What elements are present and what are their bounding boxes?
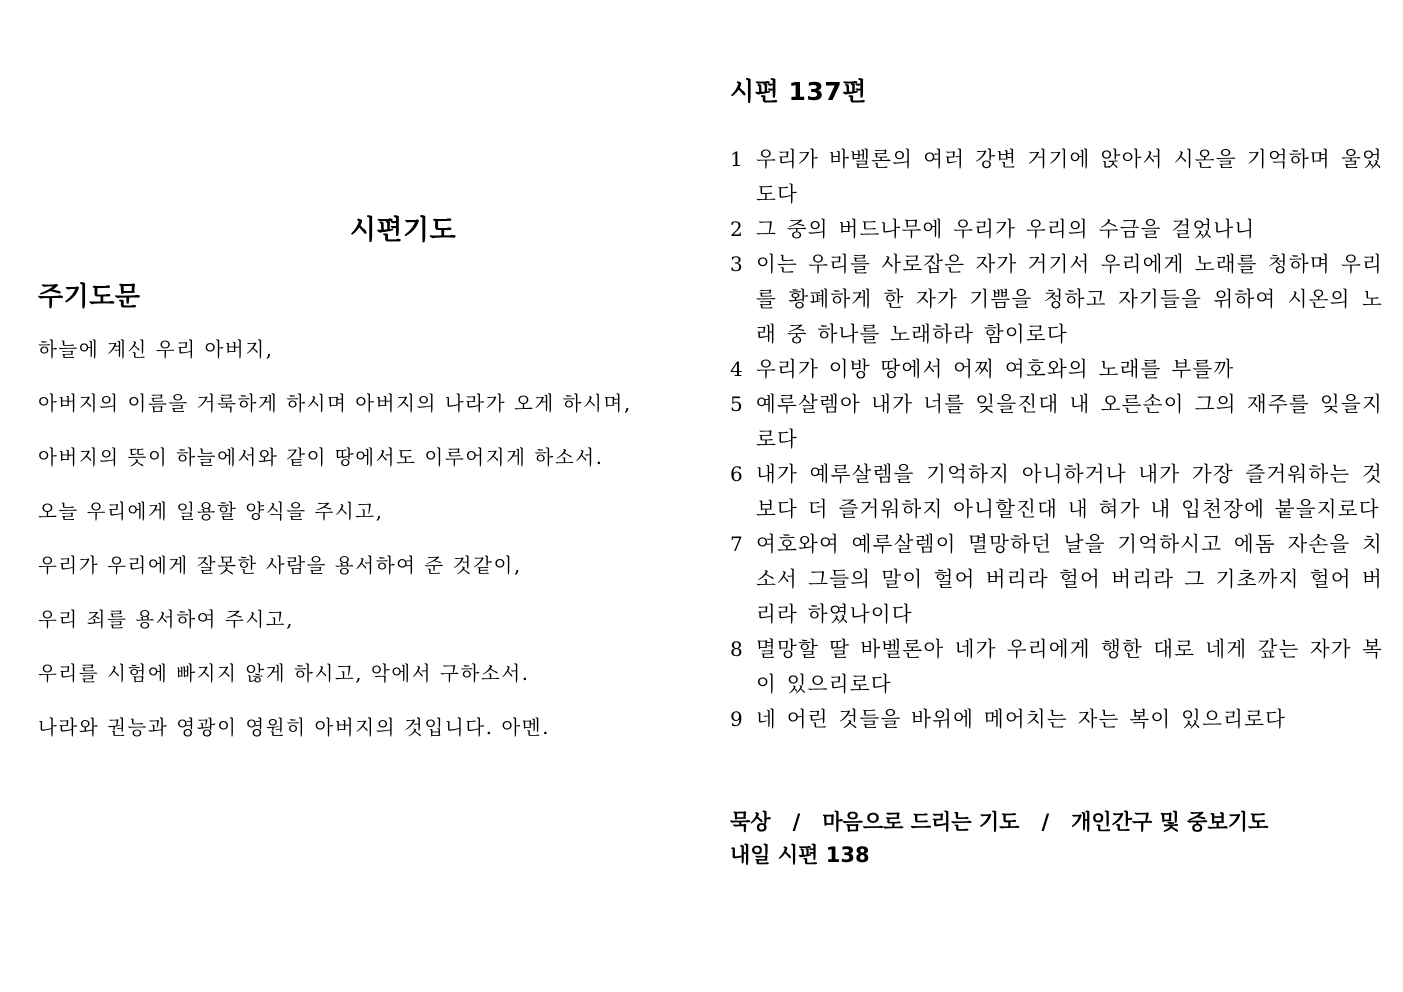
verse-text: 예루살렘아 내가 너를 잊을진대 내 오른손이 그의 재주를 잊을지로다 (756, 392, 1383, 451)
separator: / (1041, 810, 1050, 834)
verse-number: 2 (730, 217, 743, 241)
verse-item (730, 457, 1383, 527)
verse-text: 그 중의 버드나무에 우리가 우리의 수금을 걸었나니 (756, 217, 1256, 241)
section-title-lords-prayer: 주기도문 (38, 282, 141, 312)
verse-text: 내가 예루살렘을 기억하지 아니하거나 내가 가장 즐거워하는 것보다 더 즐거워하지 아니할진대 내 혀가 내 입천장에 붙을지로다 (756, 462, 1383, 521)
meditation-label: 묵상 (730, 810, 771, 834)
verse-number: 1 (730, 147, 743, 171)
verse-item (730, 632, 1383, 702)
prayer-line: 나라와 권능과 영광이 영원히 아버지의 것입니다. 아멘. (38, 716, 551, 739)
verse-number: 5 (730, 392, 743, 416)
verse-item (730, 352, 1383, 387)
verse-number: 8 (730, 637, 743, 661)
verse-number: 4 (730, 357, 743, 381)
prayer-line: 아버지의 이름을 거룩하게 하시며 아버지의 나라가 오게 하시며, (38, 392, 632, 415)
verse-text: 이는 우리를 사로잡은 자가 거기서 우리에게 노래를 청하며 우리를 황폐하게 한 자가 기쁨을 청하고 자기들을 위하여 시온의 노래 중 하나를 노래하라 함이로다 (756, 252, 1383, 346)
prayer-line: 오늘 우리에게 일용할 양식을 주시고, (38, 500, 384, 523)
left-page (38, 0, 698, 992)
verse-item (730, 142, 1383, 212)
verse-text: 여호와여 예루살렘이 멸망하던 날을 기억하시고 에돔 자손을 치소서 그들의 말이 헐어 버리라 헐어 버리라 그 기초까지 헐어 버리라 하였나이다 (756, 532, 1383, 626)
verse-number: 7 (730, 532, 743, 556)
verse-text: 우리가 바벨론의 여러 강변 거기에 앉아서 시온을 기억하며 울었도다 (756, 147, 1383, 206)
psalm-verses (730, 142, 1383, 737)
page-title: 시편기도 (349, 215, 457, 246)
verse-number: 3 (730, 252, 743, 276)
prayer-line: 우리를 시험에 빠지지 않게 하시고, 악에서 구하소서. (38, 662, 530, 685)
verse-text: 멸망할 딸 바벨론아 네가 우리에게 행한 대로 네게 갚는 자가 복이 있으리로다 (756, 637, 1383, 696)
psalm-title: 시편 137편 (730, 77, 867, 106)
verse-item (730, 212, 1383, 247)
separator: / (792, 810, 801, 834)
next-psalm: 내일 시편 138 (730, 843, 870, 867)
verse-item (730, 387, 1383, 457)
prayer-line: 우리 죄를 용서하여 주시고, (38, 608, 295, 631)
verse-item (730, 527, 1383, 632)
intercession-label: 개인간구 및 중보기도 (1071, 810, 1269, 834)
right-page (730, 0, 1385, 992)
prayer-line: 하늘에 계신 우리 아버지, (38, 338, 274, 361)
heart-prayer-label: 마음으로 드리는 기도 (822, 810, 1020, 834)
devotion-footer (730, 806, 1268, 872)
verse-number: 9 (730, 707, 743, 731)
lords-prayer-text (38, 334, 698, 766)
verse-item (730, 702, 1383, 737)
verse-number: 6 (730, 462, 743, 486)
prayer-line: 우리가 우리에게 잘못한 사람을 용서하여 준 것같이, (38, 554, 522, 577)
verse-text: 네 어린 것들을 바위에 메어치는 자는 복이 있으리로다 (756, 707, 1287, 731)
devotion-steps (730, 806, 1268, 839)
verse-item (730, 247, 1383, 352)
prayer-line: 아버지의 뜻이 하늘에서와 같이 땅에서도 이루어지게 하소서. (38, 446, 604, 469)
verse-text: 우리가 이방 땅에서 어찌 여호와의 노래를 부를까 (756, 357, 1235, 381)
